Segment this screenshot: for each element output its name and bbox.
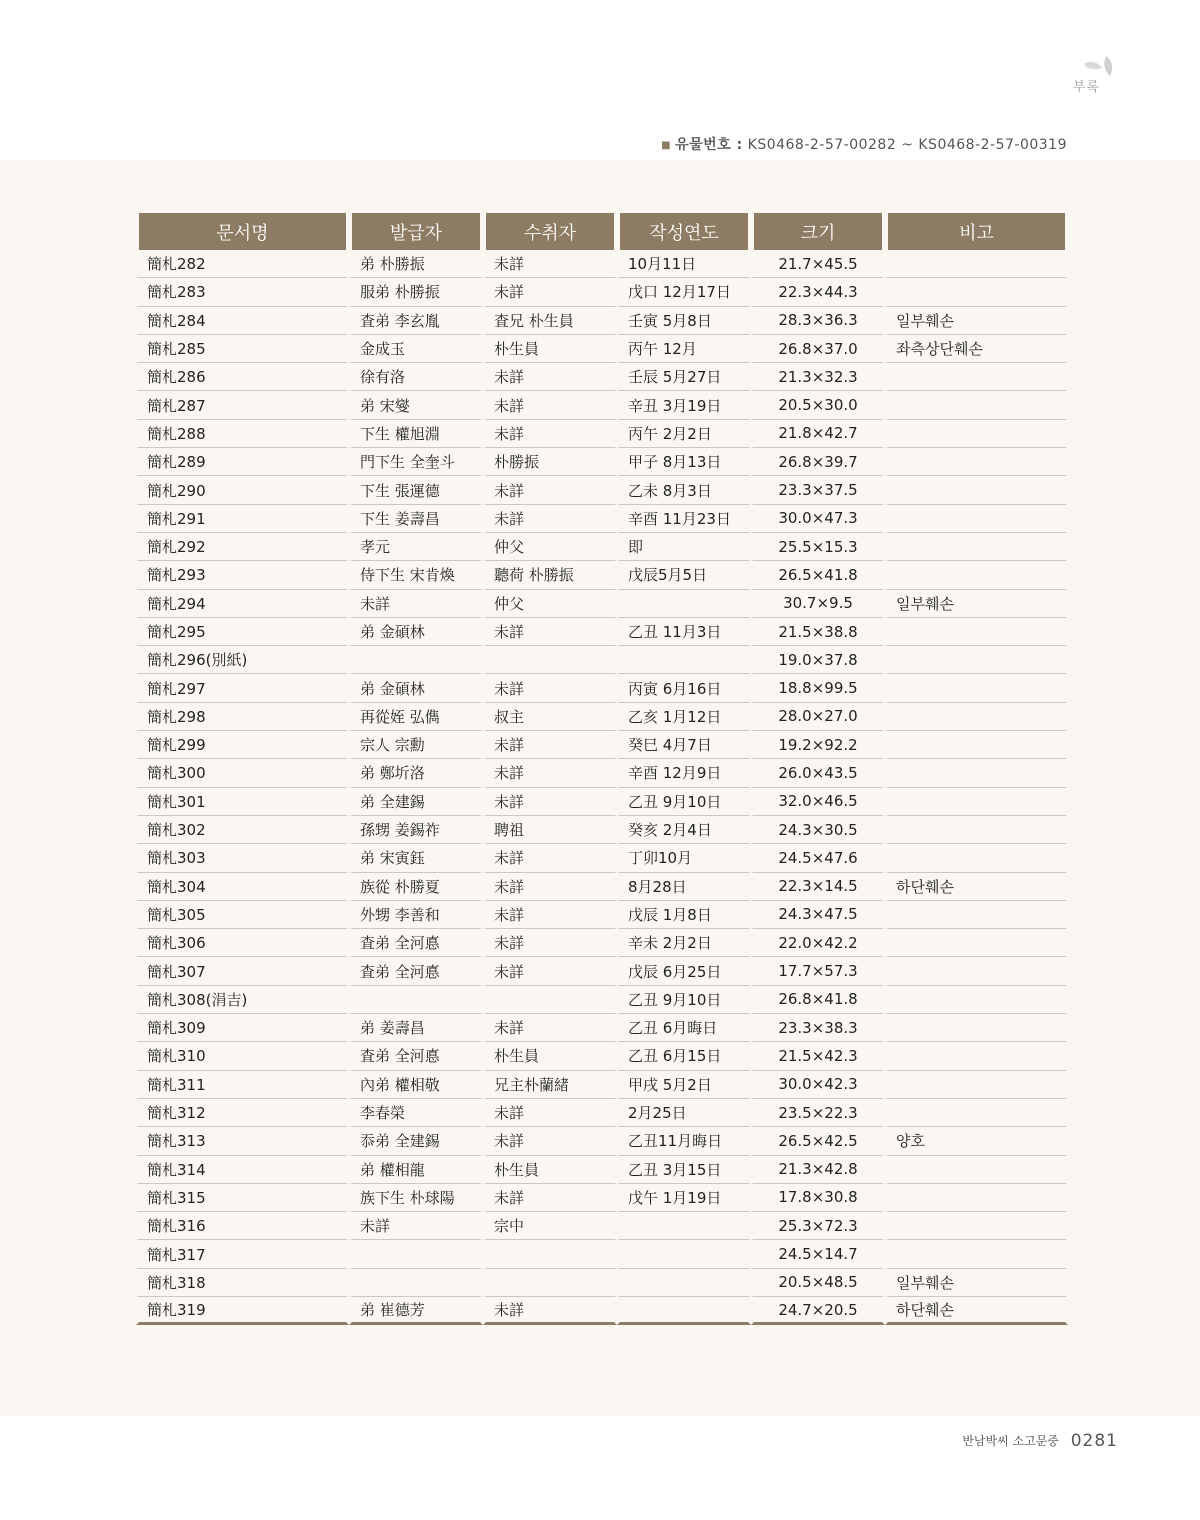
date-cell bbox=[617, 590, 751, 618]
size-cell: 21.3×42.8 bbox=[751, 1156, 885, 1184]
issuer-cell bbox=[349, 1269, 483, 1297]
document-name-cell: 簡札300 bbox=[136, 759, 349, 787]
size-cell: 20.5×48.5 bbox=[751, 1269, 885, 1297]
issuer-cell: 未詳 bbox=[349, 1212, 483, 1240]
remarks-cell bbox=[885, 420, 1068, 448]
date-cell: 丙寅 6月16日 bbox=[617, 674, 751, 702]
table-row bbox=[136, 1127, 1068, 1155]
size-cell: 21.5×38.8 bbox=[751, 618, 885, 646]
recipient-cell: 未詳 bbox=[483, 391, 617, 419]
size-cell: 21.8×42.7 bbox=[751, 420, 885, 448]
recipient-cell: 未詳 bbox=[483, 1184, 617, 1212]
document-name-cell: 簡札317 bbox=[136, 1240, 349, 1268]
issuer-cell: 再從姪 弘儁 bbox=[349, 703, 483, 731]
document-name-cell: 簡札314 bbox=[136, 1156, 349, 1184]
page-footer bbox=[962, 1431, 1118, 1451]
remarks-cell bbox=[885, 476, 1068, 504]
recipient-cell: 未詳 bbox=[483, 788, 617, 816]
date-cell: 辛酉 12月9日 bbox=[617, 759, 751, 787]
remarks-cell bbox=[885, 731, 1068, 759]
remarks-cell bbox=[885, 1184, 1068, 1212]
issuer-cell: 未詳 bbox=[349, 590, 483, 618]
date-cell: 乙未 8月3日 bbox=[617, 476, 751, 504]
issuer-cell: 金成玉 bbox=[349, 335, 483, 363]
remarks-cell: 하단훼손 bbox=[885, 1297, 1068, 1325]
issuer-cell: 弟 金碩林 bbox=[349, 618, 483, 646]
remarks-cell bbox=[885, 844, 1068, 872]
recipient-cell bbox=[483, 1269, 617, 1297]
column-header: 발급자 bbox=[349, 213, 483, 250]
remarks-cell: 양호 bbox=[885, 1127, 1068, 1155]
date-cell bbox=[617, 1269, 751, 1297]
date-cell: 8月28日 bbox=[617, 873, 751, 901]
size-cell: 23.3×38.3 bbox=[751, 1014, 885, 1042]
table-row bbox=[136, 816, 1068, 844]
document-name-cell: 簡札308(涓吉) bbox=[136, 986, 349, 1014]
size-cell: 21.7×45.5 bbox=[751, 250, 885, 278]
size-cell: 26.8×41.8 bbox=[751, 986, 885, 1014]
table-row bbox=[136, 646, 1068, 674]
document-name-cell: 簡札296(別紙) bbox=[136, 646, 349, 674]
column-header: 작성연도 bbox=[617, 213, 751, 250]
date-cell: 丙午 2月2日 bbox=[617, 420, 751, 448]
table-row bbox=[136, 1099, 1068, 1127]
table-row bbox=[136, 731, 1068, 759]
recipient-cell: 未詳 bbox=[483, 476, 617, 504]
date-cell: 甲子 8月13日 bbox=[617, 448, 751, 476]
remarks-cell bbox=[885, 759, 1068, 787]
issuer-cell: 孝元 bbox=[349, 533, 483, 561]
size-cell: 24.5×47.6 bbox=[751, 844, 885, 872]
issuer-cell: 弟 權相龍 bbox=[349, 1156, 483, 1184]
column-header: 비고 bbox=[885, 213, 1068, 250]
recipient-cell: 未詳 bbox=[483, 901, 617, 929]
size-cell: 25.3×72.3 bbox=[751, 1212, 885, 1240]
table-row bbox=[136, 335, 1068, 363]
date-cell: 壬寅 5月8日 bbox=[617, 307, 751, 335]
size-cell: 24.3×30.5 bbox=[751, 816, 885, 844]
table-row bbox=[136, 873, 1068, 901]
recipient-cell: 未詳 bbox=[483, 957, 617, 985]
table-row bbox=[136, 278, 1068, 306]
table-row bbox=[136, 759, 1068, 787]
recipient-cell: 未詳 bbox=[483, 759, 617, 787]
date-cell: 丁卯10月 bbox=[617, 844, 751, 872]
table-row bbox=[136, 788, 1068, 816]
table-row bbox=[136, 533, 1068, 561]
table-row bbox=[136, 986, 1068, 1014]
table-row bbox=[136, 250, 1068, 278]
recipient-cell: 未詳 bbox=[483, 929, 617, 957]
recipient-cell: 未詳 bbox=[483, 250, 617, 278]
remarks-cell bbox=[885, 1099, 1068, 1127]
remarks-cell bbox=[885, 1014, 1068, 1042]
remarks-cell: 하단훼손 bbox=[885, 873, 1068, 901]
table-row bbox=[136, 674, 1068, 702]
issuer-cell: 下生 權旭淵 bbox=[349, 420, 483, 448]
document-name-cell: 簡札283 bbox=[136, 278, 349, 306]
column-header: 문서명 bbox=[136, 213, 349, 250]
date-cell: 乙丑 9月10日 bbox=[617, 986, 751, 1014]
size-cell: 23.3×37.5 bbox=[751, 476, 885, 504]
recipient-cell: 朴勝振 bbox=[483, 448, 617, 476]
recipient-cell: 宗中 bbox=[483, 1212, 617, 1240]
issuer-cell: 孫甥 姜錫祚 bbox=[349, 816, 483, 844]
issuer-cell: 弟 金碩林 bbox=[349, 674, 483, 702]
document-name-cell: 簡札285 bbox=[136, 335, 349, 363]
recipient-cell: 朴生員 bbox=[483, 1156, 617, 1184]
document-name-cell: 簡札301 bbox=[136, 788, 349, 816]
recipient-cell: 仲父 bbox=[483, 590, 617, 618]
size-cell: 17.8×30.8 bbox=[751, 1184, 885, 1212]
table-row bbox=[136, 1014, 1068, 1042]
size-cell: 17.7×57.3 bbox=[751, 957, 885, 985]
table-row bbox=[136, 1212, 1068, 1240]
date-cell: 甲戌 5月2日 bbox=[617, 1071, 751, 1099]
recipient-cell: 聘祖 bbox=[483, 816, 617, 844]
table-row bbox=[136, 901, 1068, 929]
size-cell: 22.3×14.5 bbox=[751, 873, 885, 901]
remarks-cell bbox=[885, 533, 1068, 561]
remarks-cell bbox=[885, 1042, 1068, 1070]
document-name-cell: 簡札303 bbox=[136, 844, 349, 872]
issuer-cell: 族下生 朴球陽 bbox=[349, 1184, 483, 1212]
date-cell: 癸巳 4月7日 bbox=[617, 731, 751, 759]
date-cell: 癸亥 2月4日 bbox=[617, 816, 751, 844]
recipient-cell: 朴生員 bbox=[483, 1042, 617, 1070]
table-row bbox=[136, 1269, 1068, 1297]
document-name-cell: 簡札288 bbox=[136, 420, 349, 448]
recipient-cell: 聽荷 朴勝振 bbox=[483, 561, 617, 589]
document-name-cell: 簡札291 bbox=[136, 505, 349, 533]
table-row bbox=[136, 391, 1068, 419]
remarks-cell: 좌측상단훼손 bbox=[885, 335, 1068, 363]
date-cell: 乙亥 1月12日 bbox=[617, 703, 751, 731]
remarks-cell bbox=[885, 816, 1068, 844]
table-row bbox=[136, 844, 1068, 872]
remarks-cell bbox=[885, 1071, 1068, 1099]
table-row bbox=[136, 1071, 1068, 1099]
recipient-cell: 叔主 bbox=[483, 703, 617, 731]
recipient-cell bbox=[483, 646, 617, 674]
recipient-cell: 未詳 bbox=[483, 1127, 617, 1155]
recipient-cell: 未詳 bbox=[483, 1014, 617, 1042]
issuer-cell: 査弟 全河悳 bbox=[349, 929, 483, 957]
recipient-cell: 未詳 bbox=[483, 731, 617, 759]
size-cell: 20.5×30.0 bbox=[751, 391, 885, 419]
remarks-cell bbox=[885, 618, 1068, 646]
issuer-cell: 弟 宋寅鈺 bbox=[349, 844, 483, 872]
table-row bbox=[136, 561, 1068, 589]
remarks-cell bbox=[885, 929, 1068, 957]
issuer-cell: 服弟 朴勝振 bbox=[349, 278, 483, 306]
remarks-cell bbox=[885, 1212, 1068, 1240]
date-cell: 乙丑 6月晦日 bbox=[617, 1014, 751, 1042]
size-cell: 30.7×9.5 bbox=[751, 590, 885, 618]
date-cell: 戊口 12月17日 bbox=[617, 278, 751, 306]
issuer-cell: 下生 姜壽昌 bbox=[349, 505, 483, 533]
table-row bbox=[136, 1297, 1068, 1325]
recipient-cell bbox=[483, 986, 617, 1014]
date-cell: 即 bbox=[617, 533, 751, 561]
issuer-cell: 弟 鄭圻洛 bbox=[349, 759, 483, 787]
document-name-cell: 簡札297 bbox=[136, 674, 349, 702]
size-cell: 28.3×36.3 bbox=[751, 307, 885, 335]
document-name-cell: 簡札287 bbox=[136, 391, 349, 419]
table-row bbox=[136, 590, 1068, 618]
document-name-cell: 簡札316 bbox=[136, 1212, 349, 1240]
size-cell: 21.5×42.3 bbox=[751, 1042, 885, 1070]
document-name-cell: 簡札284 bbox=[136, 307, 349, 335]
column-header: 수취자 bbox=[483, 213, 617, 250]
issuer-cell: 徐有洛 bbox=[349, 363, 483, 391]
table-row bbox=[136, 307, 1068, 335]
document-name-cell: 簡札306 bbox=[136, 929, 349, 957]
table-row bbox=[136, 1240, 1068, 1268]
recipient-cell: 未詳 bbox=[483, 505, 617, 533]
recipient-cell: 未詳 bbox=[483, 618, 617, 646]
document-name-cell: 簡札311 bbox=[136, 1071, 349, 1099]
size-cell: 24.3×47.5 bbox=[751, 901, 885, 929]
document-name-cell: 簡札309 bbox=[136, 1014, 349, 1042]
issuer-cell: 李春榮 bbox=[349, 1099, 483, 1127]
table-row bbox=[136, 1156, 1068, 1184]
issuer-cell bbox=[349, 986, 483, 1014]
section-label: 부록 bbox=[1072, 80, 1100, 95]
document-name-cell: 簡札307 bbox=[136, 957, 349, 985]
remarks-cell bbox=[885, 278, 1068, 306]
issuer-cell: 弟 姜壽昌 bbox=[349, 1014, 483, 1042]
table-row bbox=[136, 703, 1068, 731]
issuer-cell: 弟 宋燮 bbox=[349, 391, 483, 419]
size-cell: 26.0×43.5 bbox=[751, 759, 885, 787]
size-cell: 22.3×44.3 bbox=[751, 278, 885, 306]
size-cell: 18.8×99.5 bbox=[751, 674, 885, 702]
document-name-cell: 簡札286 bbox=[136, 363, 349, 391]
artifact-range-value: KS0468-2-57-00282 ~ KS0468-2-57-00319 bbox=[747, 137, 1067, 153]
date-cell: 丙午 12月 bbox=[617, 335, 751, 363]
recipient-cell: 未詳 bbox=[483, 420, 617, 448]
size-cell: 22.0×42.2 bbox=[751, 929, 885, 957]
document-name-cell: 簡札292 bbox=[136, 533, 349, 561]
table-header-row bbox=[136, 213, 1068, 250]
remarks-cell bbox=[885, 986, 1068, 1014]
date-cell: 乙丑 11月3日 bbox=[617, 618, 751, 646]
issuer-cell: 宗人 宗勳 bbox=[349, 731, 483, 759]
document-name-cell: 簡札312 bbox=[136, 1099, 349, 1127]
document-name-cell: 簡札310 bbox=[136, 1042, 349, 1070]
table-row bbox=[136, 618, 1068, 646]
table-row bbox=[136, 363, 1068, 391]
document-name-cell: 簡札315 bbox=[136, 1184, 349, 1212]
issuer-cell: 査弟 全河悳 bbox=[349, 957, 483, 985]
date-cell bbox=[617, 1212, 751, 1240]
table-row bbox=[136, 1184, 1068, 1212]
date-cell: 壬辰 5月27日 bbox=[617, 363, 751, 391]
issuer-cell: 忝弟 全建錫 bbox=[349, 1127, 483, 1155]
document-name-cell: 簡札319 bbox=[136, 1297, 349, 1325]
date-cell: 戊辰5月5日 bbox=[617, 561, 751, 589]
recipient-cell bbox=[483, 1240, 617, 1268]
document-name-cell: 簡札295 bbox=[136, 618, 349, 646]
date-cell: 10月11日 bbox=[617, 250, 751, 278]
remarks-cell bbox=[885, 674, 1068, 702]
size-cell: 21.3×32.3 bbox=[751, 363, 885, 391]
table-row bbox=[136, 929, 1068, 957]
date-cell: 辛酉 11月23日 bbox=[617, 505, 751, 533]
issuer-cell: 弟 全建錫 bbox=[349, 788, 483, 816]
recipient-cell: 未詳 bbox=[483, 363, 617, 391]
column-header: 크기 bbox=[751, 213, 885, 250]
recipient-cell: 未詳 bbox=[483, 873, 617, 901]
remarks-cell bbox=[885, 448, 1068, 476]
date-cell: 乙丑 9月10日 bbox=[617, 788, 751, 816]
issuer-cell bbox=[349, 1240, 483, 1268]
size-cell: 23.5×22.3 bbox=[751, 1099, 885, 1127]
page-number: 0281 bbox=[1070, 1431, 1118, 1451]
issuer-cell: 內弟 權相敬 bbox=[349, 1071, 483, 1099]
remarks-cell bbox=[885, 1156, 1068, 1184]
date-cell: 戊午 1月19日 bbox=[617, 1184, 751, 1212]
document-name-cell: 簡札298 bbox=[136, 703, 349, 731]
document-name-cell: 簡札304 bbox=[136, 873, 349, 901]
size-cell: 25.5×15.3 bbox=[751, 533, 885, 561]
document-name-cell: 簡札302 bbox=[136, 816, 349, 844]
issuer-cell: 侍下生 宋肯煥 bbox=[349, 561, 483, 589]
date-cell: 戊辰 1月8日 bbox=[617, 901, 751, 929]
remarks-cell bbox=[885, 250, 1068, 278]
date-cell: 乙丑11月晦日 bbox=[617, 1127, 751, 1155]
date-cell bbox=[617, 646, 751, 674]
table-row bbox=[136, 476, 1068, 504]
remarks-cell bbox=[885, 363, 1068, 391]
recipient-cell: 未詳 bbox=[483, 844, 617, 872]
artifact-number-range bbox=[661, 134, 1067, 154]
remarks-cell bbox=[885, 788, 1068, 816]
size-cell: 24.7×20.5 bbox=[751, 1297, 885, 1325]
issuer-cell: 査弟 全河悳 bbox=[349, 1042, 483, 1070]
size-cell: 26.8×37.0 bbox=[751, 335, 885, 363]
date-cell bbox=[617, 1240, 751, 1268]
size-cell: 28.0×27.0 bbox=[751, 703, 885, 731]
remarks-cell bbox=[885, 391, 1068, 419]
recipient-cell: 朴生員 bbox=[483, 335, 617, 363]
date-cell: 辛丑 3月19日 bbox=[617, 391, 751, 419]
document-name-cell: 簡札293 bbox=[136, 561, 349, 589]
document-name-cell: 簡札318 bbox=[136, 1269, 349, 1297]
remarks-cell bbox=[885, 901, 1068, 929]
document-name-cell: 簡札289 bbox=[136, 448, 349, 476]
recipient-cell: 査兄 朴生員 bbox=[483, 307, 617, 335]
issuer-cell: 査弟 李玄胤 bbox=[349, 307, 483, 335]
document-name-cell: 簡札282 bbox=[136, 250, 349, 278]
recipient-cell: 兄主朴蘭緒 bbox=[483, 1071, 617, 1099]
size-cell: 30.0×42.3 bbox=[751, 1071, 885, 1099]
book-title: 반남박씨 소고문중 bbox=[962, 1434, 1059, 1448]
remarks-cell bbox=[885, 561, 1068, 589]
size-cell: 26.8×39.7 bbox=[751, 448, 885, 476]
issuer-cell: 下生 張運德 bbox=[349, 476, 483, 504]
date-cell: 乙丑 3月15日 bbox=[617, 1156, 751, 1184]
remarks-cell bbox=[885, 1240, 1068, 1268]
document-name-cell: 簡札305 bbox=[136, 901, 349, 929]
size-cell: 30.0×47.3 bbox=[751, 505, 885, 533]
date-cell: 戊辰 6月25日 bbox=[617, 957, 751, 985]
artifact-label: 유물번호 : bbox=[675, 137, 743, 153]
size-cell: 32.0×46.5 bbox=[751, 788, 885, 816]
remarks-cell: 일부훼손 bbox=[885, 590, 1068, 618]
table-row bbox=[136, 420, 1068, 448]
table-row bbox=[136, 1042, 1068, 1070]
size-cell: 26.5×41.8 bbox=[751, 561, 885, 589]
square-bullet-icon: ■ bbox=[661, 140, 672, 151]
size-cell: 19.0×37.8 bbox=[751, 646, 885, 674]
remarks-cell bbox=[885, 957, 1068, 985]
remarks-cell bbox=[885, 505, 1068, 533]
document-table bbox=[136, 213, 1068, 1325]
date-cell: 乙丑 6月15日 bbox=[617, 1042, 751, 1070]
size-cell: 26.5×42.5 bbox=[751, 1127, 885, 1155]
remarks-cell: 일부훼손 bbox=[885, 1269, 1068, 1297]
issuer-cell: 弟 崔德芳 bbox=[349, 1297, 483, 1325]
issuer-cell: 弟 朴勝振 bbox=[349, 250, 483, 278]
document-name-cell: 簡札290 bbox=[136, 476, 349, 504]
issuer-cell: 門下生 全奎斗 bbox=[349, 448, 483, 476]
table-row bbox=[136, 957, 1068, 985]
recipient-cell: 未詳 bbox=[483, 278, 617, 306]
date-cell: 辛未 2月2日 bbox=[617, 929, 751, 957]
remarks-cell bbox=[885, 646, 1068, 674]
document-name-cell: 簡札313 bbox=[136, 1127, 349, 1155]
recipient-cell: 仲父 bbox=[483, 533, 617, 561]
issuer-cell bbox=[349, 646, 483, 674]
date-cell bbox=[617, 1297, 751, 1325]
size-cell: 19.2×92.2 bbox=[751, 731, 885, 759]
date-cell: 2月25日 bbox=[617, 1099, 751, 1127]
recipient-cell: 未詳 bbox=[483, 1099, 617, 1127]
table-row bbox=[136, 505, 1068, 533]
issuer-cell: 外甥 李善和 bbox=[349, 901, 483, 929]
recipient-cell: 未詳 bbox=[483, 674, 617, 702]
recipient-cell: 未詳 bbox=[483, 1297, 617, 1325]
size-cell: 24.5×14.7 bbox=[751, 1240, 885, 1268]
table-row bbox=[136, 448, 1068, 476]
document-name-cell: 簡札299 bbox=[136, 731, 349, 759]
remarks-cell: 일부훼손 bbox=[885, 307, 1068, 335]
remarks-cell bbox=[885, 703, 1068, 731]
issuer-cell: 族從 朴勝夏 bbox=[349, 873, 483, 901]
document-name-cell: 簡札294 bbox=[136, 590, 349, 618]
